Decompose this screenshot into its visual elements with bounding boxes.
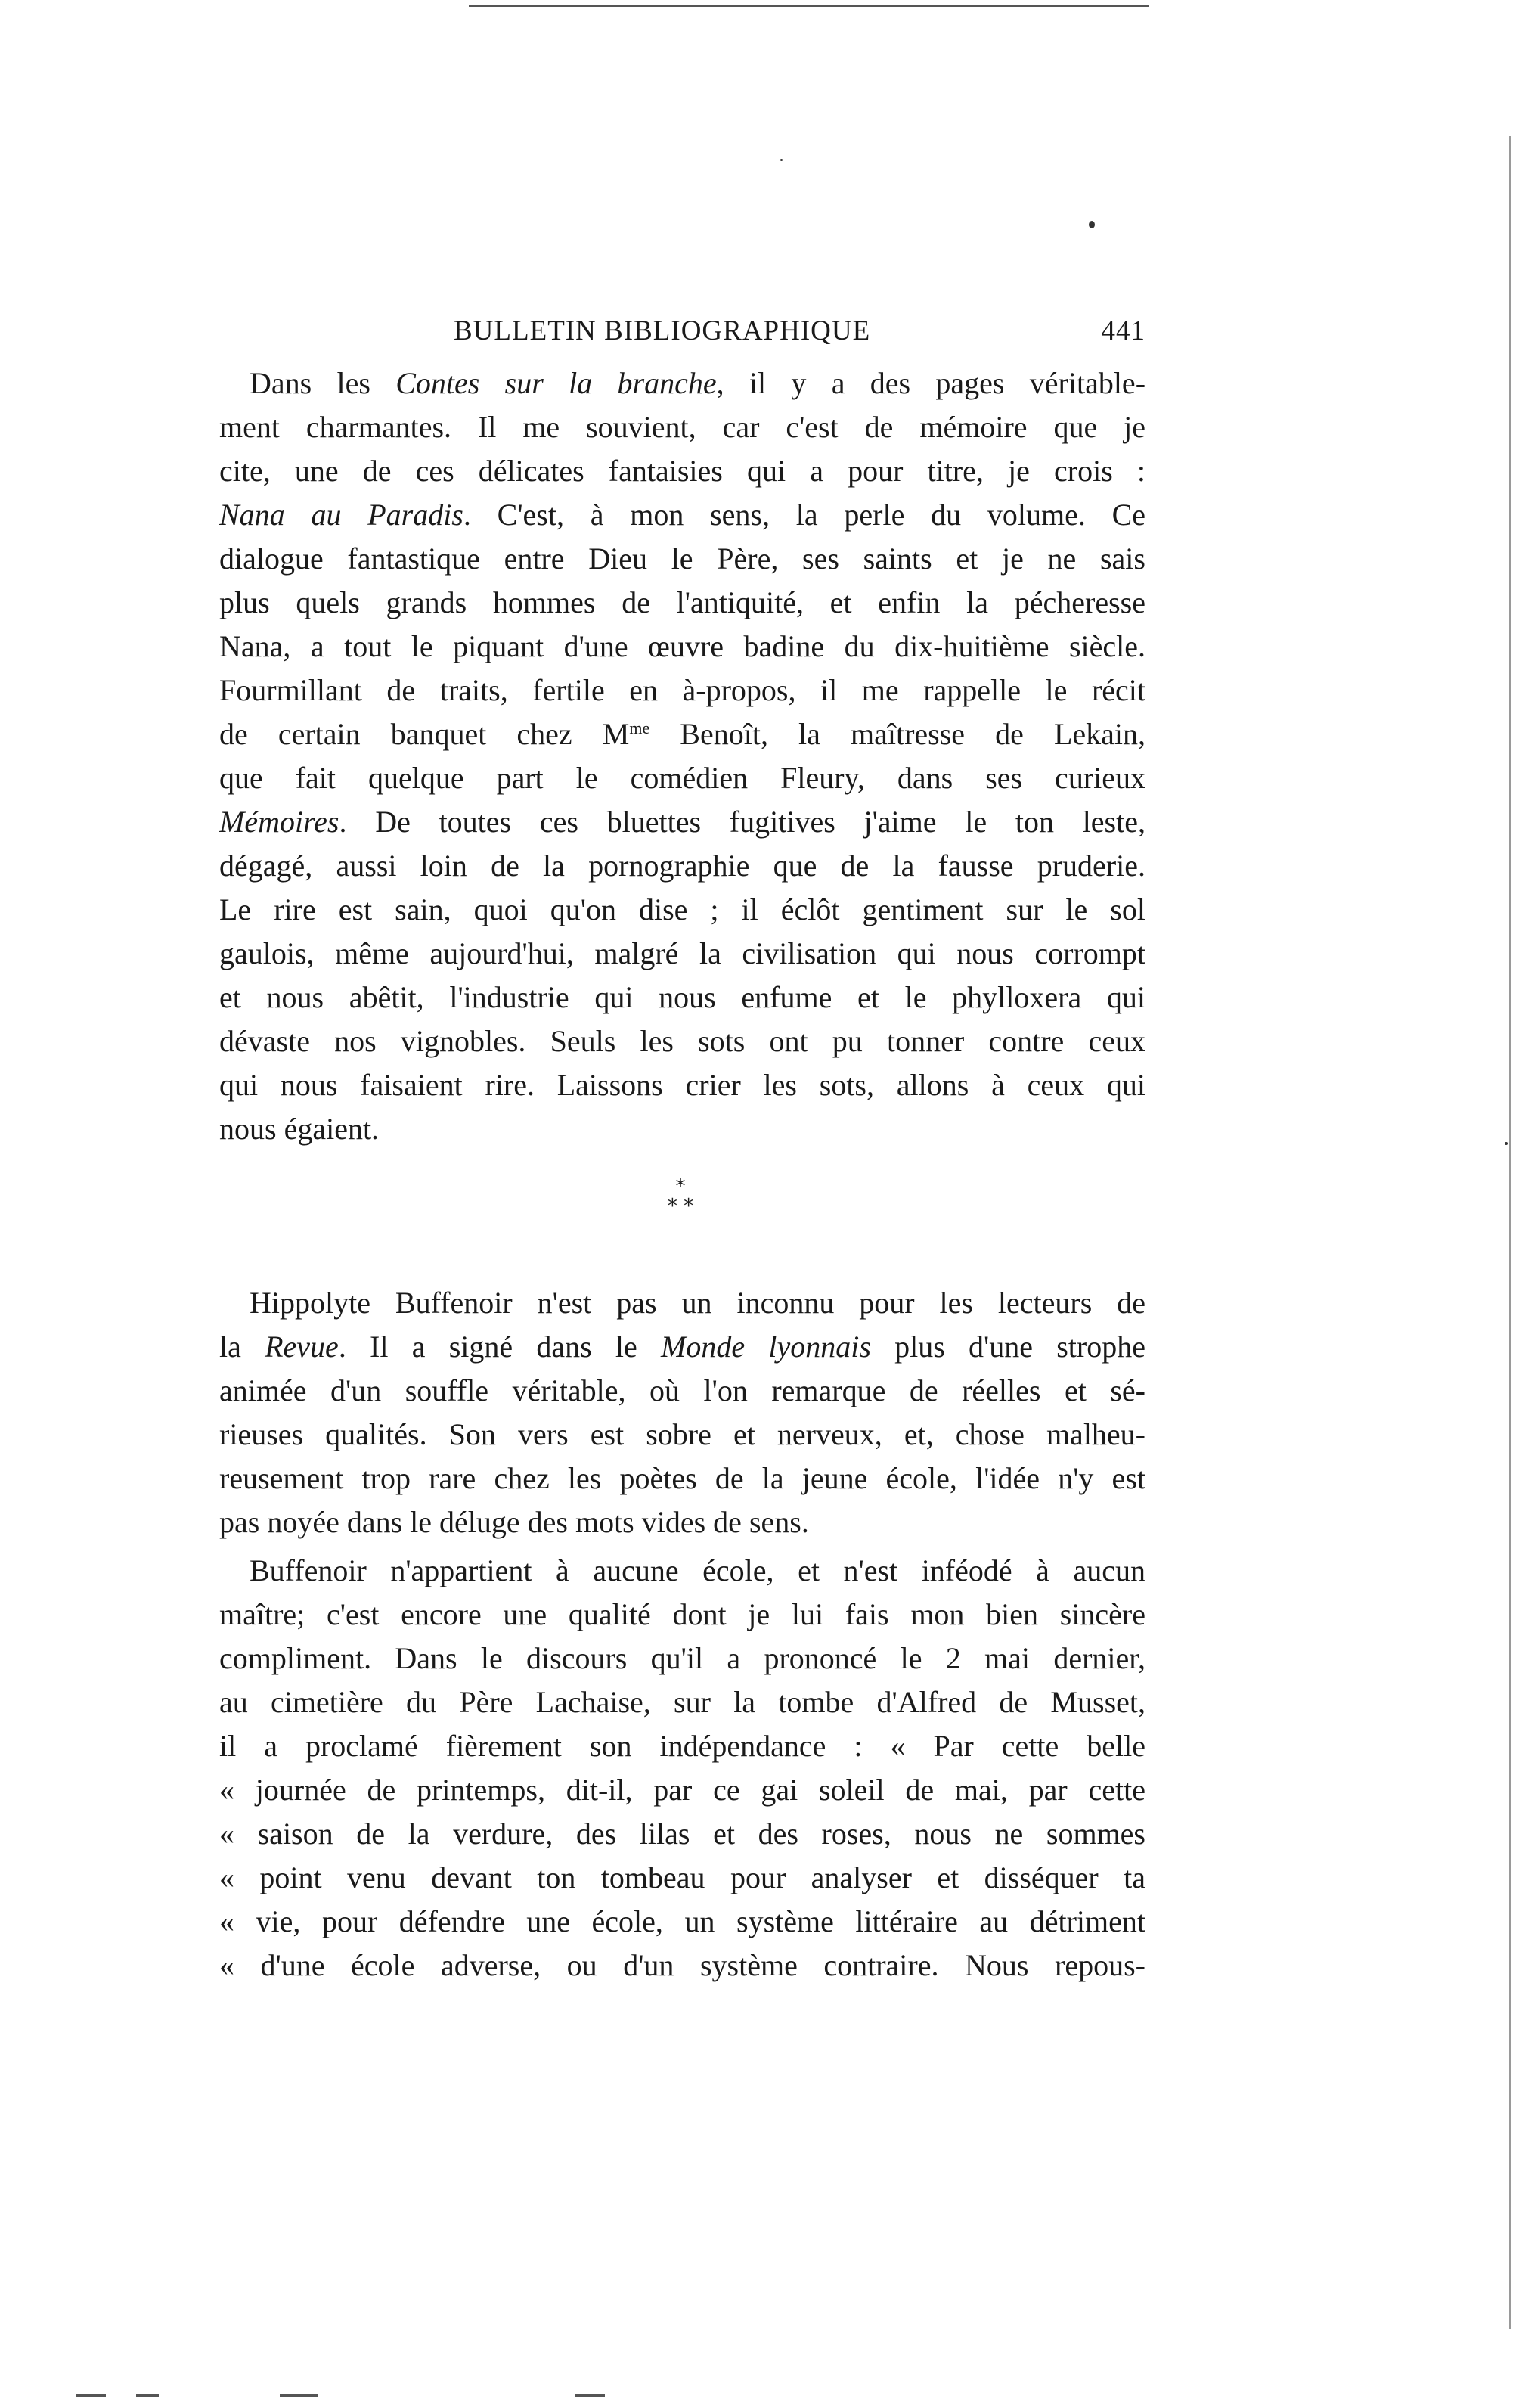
header-title: BULLETIN BIBLIOGRAPHIQUE [454,315,871,346]
text-line: Nana au Paradis. C'est, à mon sens, la perle du volume. Ce [219,498,1146,532]
text-line: reusement trop rare chez les poètes de la jeune école, l'idée n'y est [219,1461,1145,1495]
running-header [219,315,1145,352]
scan-mark [575,2394,605,2397]
text-line: la Revue. Il a signé dans le Monde lyonnais plus d'une strophe [219,1330,1145,1364]
text-line: dégagé, aussi loin de la pornographie que de la fausse pruderie. [219,849,1145,883]
text-line: rieuses qualités. Son vers est sobre et nerveux, et, chose malheu- [219,1417,1145,1451]
text-line: de certain banquet chez $M^{me}$ Benoît, la maîtresse de Lekain, [219,717,1145,751]
text-line: il a proclamé fièrement son indépendance : « Par cette belle [219,1729,1145,1763]
text-line: Hippolyte Buffenoir n'est pas un inconnu pour les lecteurs de [250,1286,1145,1320]
ink-speck [780,159,783,161]
text-line: « saison de la verdure, des lilas et des roses, nous ne sommes [219,1817,1145,1851]
asterism-top: * [675,1175,686,1198]
text-line: plus quels grands hommes de l'antiquité, et enfin la pécheresse [219,585,1145,619]
scan-mark [76,2394,106,2397]
text-line: cite, une de ces délicates fantaisies qui a pour titre, je crois : [219,454,1145,488]
text-line: animée d'un souffle véritable, où l'on remarque de réelles et sé- [219,1373,1145,1407]
italic-title: Revue [265,1330,339,1364]
text-line: Nana, a tout le piquant d'une œuvre badine du dix-huitième siècle. [219,629,1145,663]
text-line: dévaste nos vignobles. Seuls les sots ont pu tonner contre ceux [219,1024,1145,1058]
text-line: et nous abêtit, l'industrie qui nous enfume et le phylloxera qui [219,980,1145,1014]
page-edge [1509,136,1511,2329]
scan-mark [280,2394,318,2397]
text-line: ment charmantes. Il me souvient, car c'est de mémoire que je [219,410,1145,444]
ink-speck [1505,1142,1508,1145]
text-line: « d'une école adverse, ou d'un système contraire. Nous repous- [219,1948,1145,1982]
text-line: Le rire est sain, quoi qu'on dise ; il éclôt gentiment sur le sol [219,892,1145,926]
text-line: maître; c'est encore une qualité dont je lui fais mon bien sincère [219,1597,1145,1631]
text-line: « vie, pour défendre une école, un système littéraire au détriment [219,1904,1145,1938]
text-line: Dans les Contes sur la branche, il y a des pages véritable- [250,366,1146,400]
top-rule [469,5,1149,7]
scan-mark [136,2394,159,2397]
ink-speck [1089,221,1095,228]
text-line: « point venu devant ton tombeau pour analyser et disséquer ta [219,1860,1145,1894]
text-line: « journée de printemps, dit-il, par ce gai soleil de mai, par cette [219,1773,1145,1807]
text-line: Mémoires. De toutes ces bluettes fugitives j'aime le ton leste, [219,805,1145,839]
text-line: que fait quelque part le comédien Fleury, dans ses curieux [219,761,1145,795]
text-line: nous égaient. [219,1112,380,1146]
asterism-bottom: * * [667,1195,694,1218]
text-line: compliment. Dans le discours qu'il a prononcé le 2 mai dernier, [219,1641,1145,1675]
text-line: dialogue fantastique entre Dieu le Père, ses saints et je ne sais [219,541,1145,576]
italic-title: Mémoires [219,805,339,839]
text-line: qui nous faisaient rire. Laissons crier les sots, allons à ceux qui [219,1068,1145,1102]
text-line: gaulois, même aujourd'hui, malgré la civilisation qui nous corrompt [219,936,1145,970]
asterism [650,1177,711,1216]
italic-title: Contes sur la branche [395,366,717,400]
italic-title: Monde lyonnais [661,1330,871,1364]
text-line: au cimetière du Père Lachaise, sur la tombe d'Alfred de Musset, [219,1685,1145,1719]
italic-title: Nana au Paradis [219,498,463,532]
text-line: Buffenoir n'appartient à aucune école, et n'est inféodé à aucun [250,1553,1145,1587]
page-number: 441 [1101,315,1145,346]
text-line: pas noyée dans le déluge des mots vides de sens. [219,1505,809,1539]
text-line: Fourmillant de traits, fertile en à-propos, il me rappelle le récit [219,673,1145,707]
